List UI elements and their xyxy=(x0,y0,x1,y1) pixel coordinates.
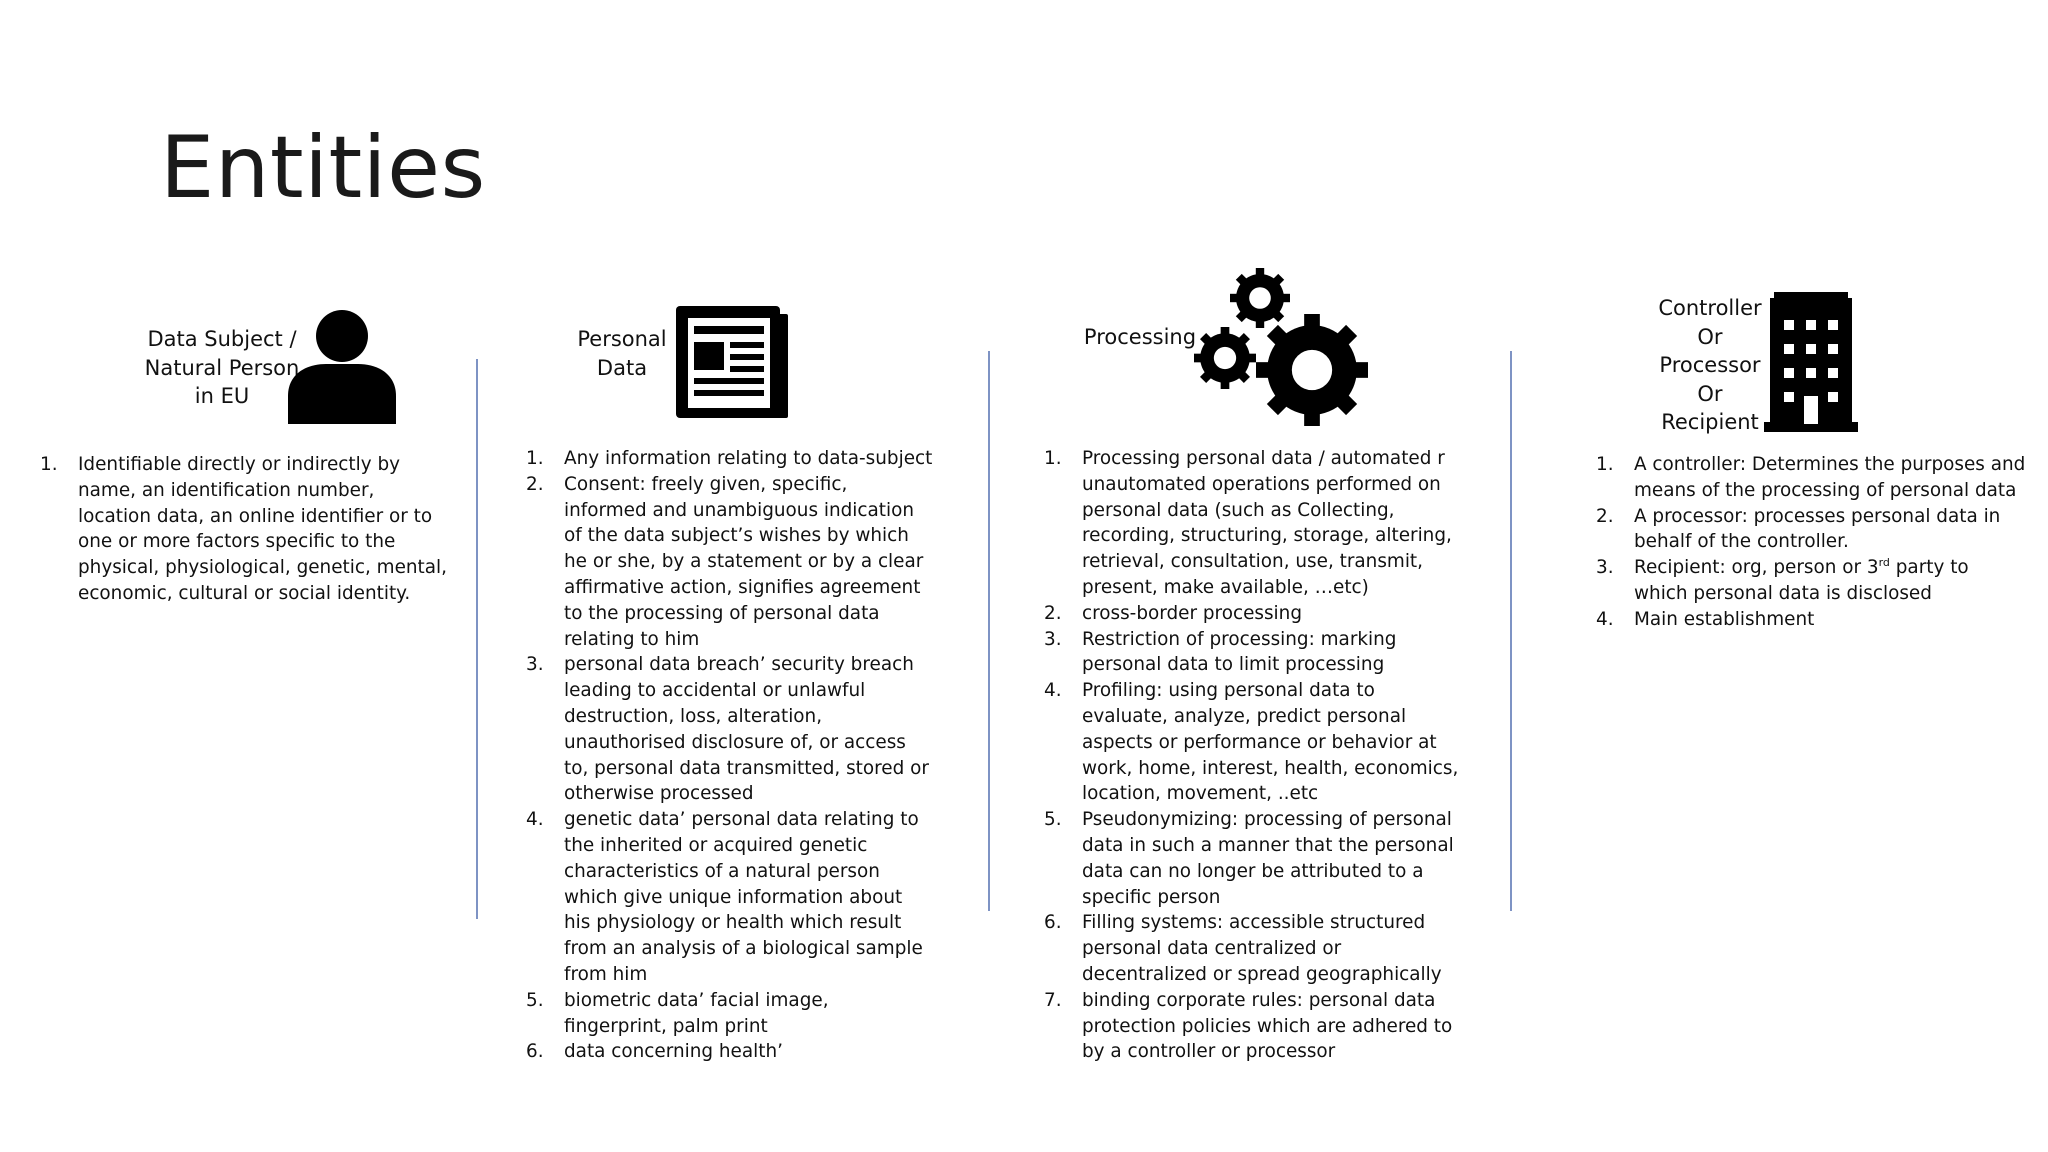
column-list-controller xyxy=(1596,452,2026,633)
list-item: 3. Recipient: org, person or 3rd party to which personal data is disclosed xyxy=(1596,556,1969,604)
column-list-personal-data xyxy=(526,446,934,1065)
list-item: 3. Restriction of processing: marking personal data to limit processing xyxy=(1044,628,1397,676)
list-item: 3. personal data breach’ security breach leading to accidental or unlawful destruction, loss, alteration, unauthorised disclosure of, or access to, personal data transmitted, stored or otherwise processed xyxy=(526,654,929,805)
column-list-data-subject xyxy=(40,452,452,607)
slide-title: Entities xyxy=(160,118,486,218)
list-item: 1. A controller: Determines the purposes and means of the processing of personal data xyxy=(1596,454,2026,501)
list-item: 6. data concerning health’ xyxy=(526,1041,783,1063)
list-item: 4. genetic data’ personal data relating to the inherited or acquired genetic characteristics of a natural person which give unique information about his physiology or health which result from an analysis of a biological sample from him xyxy=(526,809,923,985)
column-label-controller: Controller Or Processor Or Recipient xyxy=(1658,296,1762,434)
column-label-processing: Processing xyxy=(1083,325,1197,349)
column-divider-2 xyxy=(988,351,990,911)
column-label-data-subject: Data Subject / Natural Person in EU xyxy=(144,327,300,408)
list-item: 4. Profiling: using personal data to evaluate, analyze, predict personal aspects or performance or behavior at work, home, interest, health, economics, location, movement, ..etc xyxy=(1044,680,1459,805)
list-item: 2. A processor: processes personal data in behalf of the controller. xyxy=(1596,505,2001,553)
newspaper-icon xyxy=(674,304,790,420)
building-icon xyxy=(1764,292,1858,432)
list-item: 2. cross-border processing xyxy=(1044,602,1302,624)
person-icon xyxy=(286,308,398,424)
list-item: 5. biometric data’ facial image, fingerprint, palm print xyxy=(526,989,829,1037)
list-item: 1. Identifiable directly or indirectly by name, an identification number, location data, an online identifier or to one or more factors specific to the physical, physiological, genetic, mental, economic, cultural or social identity. xyxy=(40,454,447,604)
column-divider-3 xyxy=(1510,351,1512,911)
list-item: 6. Filling systems: accessible structured personal data centralized or decentralized or spread geographically xyxy=(1044,912,1442,985)
list-item: 4. Main establishment xyxy=(1596,608,1815,630)
column-label-personal-data: Personal Data xyxy=(577,327,667,380)
column-list-processing xyxy=(1044,446,1464,1065)
list-item: 2. Consent: freely given, specific, informed and unambiguous indication of the data subject’s wishes by which he or she, by a statement or by a clear affirmative action, signifies agreement to the processing of personal data relating to him xyxy=(526,473,924,650)
gears-icon xyxy=(1188,262,1372,430)
list-item: 5. Pseudonymizing: processing of personal data in such a manner that the personal data can no longer be attributed to a specific person xyxy=(1044,809,1454,908)
list-item: 7. binding corporate rules: personal data protection policies which are adhered to by a controller or processor xyxy=(1044,989,1453,1063)
list-item: 1. Processing personal data / automated r unautomated operations performed on personal data (such as Collecting, recording, structuring, storage, altering, retrieval, consultation, use, transmit, present, make available, …etc) xyxy=(1044,448,1452,598)
column-divider-1 xyxy=(476,359,478,919)
list-item: 1. Any information relating to data-subject xyxy=(526,448,933,469)
